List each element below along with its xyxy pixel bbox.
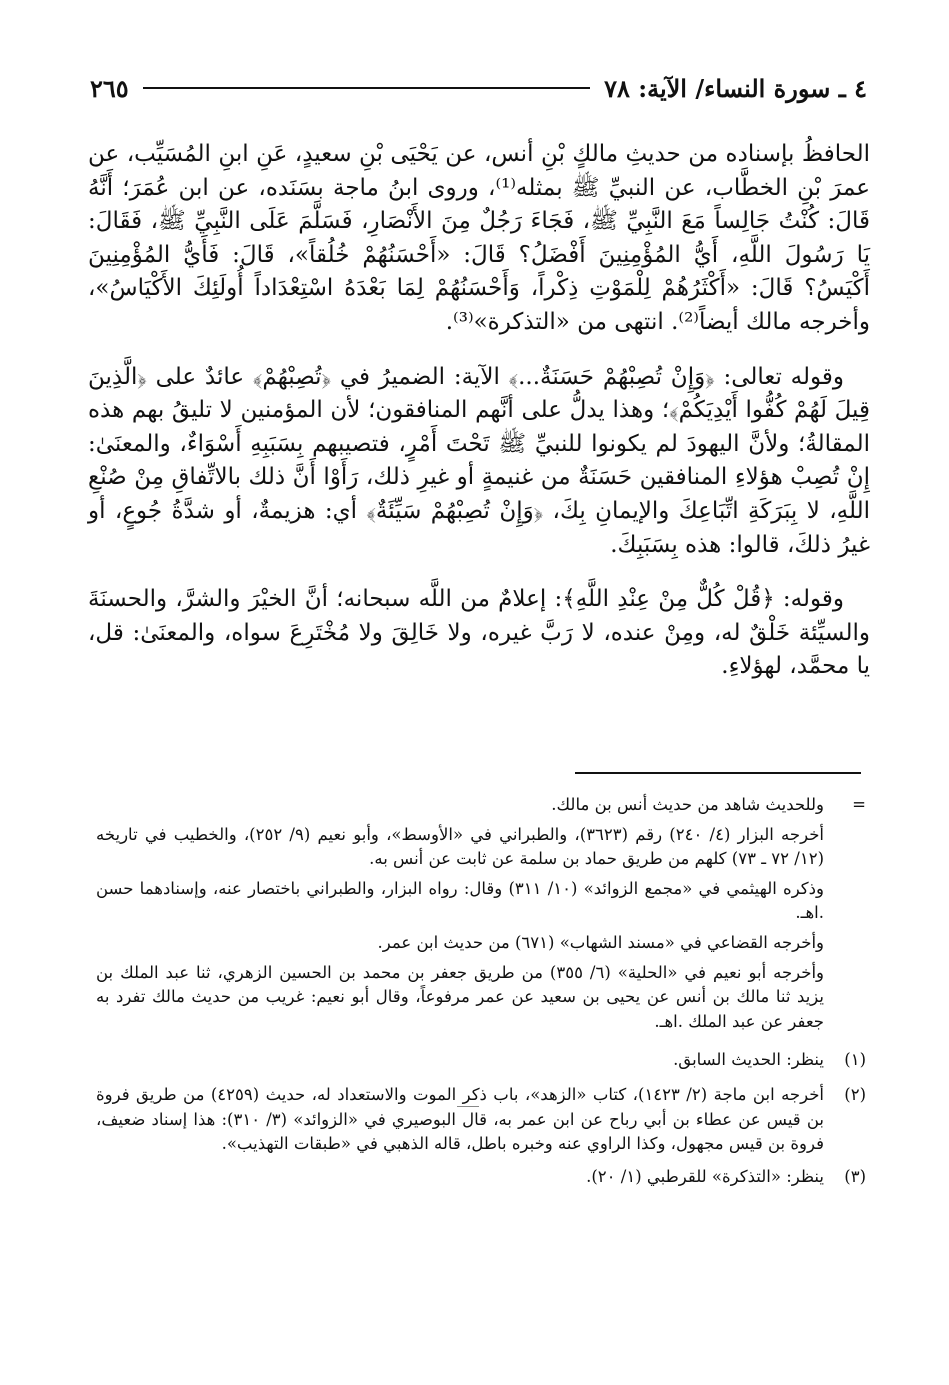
footnote-continuation-1 [96, 793, 866, 818]
footnote-line: وأخرجه القضاعي في «مسند الشهاب» (٦٧١) من حديث ابن عمر. [377, 932, 824, 952]
footnote-line: وللحديث شاهد من حديث أنس بن مالك. [551, 795, 824, 814]
paragraph-3-text: وقوله: ﴿قُلْ كُلٌّ مِنْ عِنْدِ اللَّهِ﴾: إعلامٌ من اللَّه سبحانه؛ أنَّ الخيْرَ والشرَّ، والحسنَةَ والسيِّئة خَلْقٌ له، ومِنْ عنده، لا رَبَّ غيره، ولا خَالِقَ ولا مُخْتَرِعَ سواه، والمعنَىٰ: قل، يا محمَّد، لهؤلاءِ. [88, 586, 870, 680]
main-text [88, 138, 870, 684]
short-divider [457, 1106, 479, 1107]
footnote-2-text: أخرجه ابن ماجة (٢/ ١٤٢٣)، كتاب «الزهد»، باب ذكر الموت والاستعداد له، حديث (٤٢٥٩) من طريق فروة بن قيس عن عطاء بن أبي رباح عن ابن عمر به، قال البوصيري في «الزوائد» (٣/ ٣١٠): هذا إسناد ضعيف، فروة بن قيس مجهول، وكذا الراوي عنه وخبره باطل، قاله الذهبي في «طبقات التهذيب». [96, 1084, 824, 1154]
running-header [90, 70, 867, 106]
header-rule [143, 87, 590, 89]
footnote-line: وذكره الهيثمي في «مجمع الزوائد» (١٠/ ٣١١) وقال: رواه البزار، والطبراني باختصار عنه، وإسنادهما حسن .اهـ. [96, 878, 824, 923]
footnote-line: وأخرجه أبو نعيم في «الحلية» (٦/ ٣٥٥) من طريق جعفر بن محمد بن الحسين الزهري، ثنا عبد الملك بن يزيد ثنا مالك بن أنس عن يحيى بن سعيد عن عمر مرفوعاً، وقال أبو نعيم: غريب من حديث مالك تفرد به جعفر عن عبد الملك .اهـ. [96, 962, 824, 1031]
footnote-continuation-4 [96, 931, 866, 956]
paragraph-2-text: وقوله تعالى: ﴿وَإِنْ تُصِبْهُمْ حَسَنَةٌ...﴾ الآية: الضميرُ في ﴿تُصِبْهُمْ﴾ عائدٌ على ﴿الَّذِينَ قِيلَ لَهُمْ كُفُّوا أَيْدِيَكُمْ﴾؛ وهذا يدلُّ على أنَّهم المنافقون؛ لأن المؤمنين لا تليقُ بهم هذه المقالةُ؛ ولأنَّ اليهودَ لم يكونوا للنبيِّ ﷺ تَحْتَ أَمْرٍ، فتصيبهم بِسَبَبِهِ أَسْوَاءٌ، والمعنَىٰ: إِنْ تُصِبْ هؤلاءِ المنافقين حَسَنَةٌ من غنيمةٍ أو غيرِ ذلك، رَأَوْا أَنَّ ذلك بالاتِّفاقِ مِنْ صُنْعِ اللَّهِ، لا بِبَرَكَةِ اتِّبَاعِكَ والإيمانِ بِكَ، ﴿وَإِنْ تُصِبْهُمْ سَيِّئَةٌ﴾ أي: هزيمةٌ، أو شدَّةُ جُوعٍ، أو غيرُ ذلكَ، قالوا: هذه بِسَبَبِكَ. [88, 363, 870, 558]
footnote-separator [575, 772, 861, 774]
footnote-continuation-3 [96, 877, 866, 926]
footnote-3-number: (٣) [844, 1166, 866, 1186]
footnote-line: أخرجه البزار (٤/ ٢٤٠) رقم (٣٦٢٣)، والطبراني في «الأوسط»، وأبو نعيم (٩/ ٢٥٢)، والخطيب في تاريخه (١٢/ ٧٢ ـ ٧٣) كلهم من طريق حماد بن سلمة عن ثابت عن أنس به. [96, 824, 824, 869]
continuation-mark: = [852, 795, 866, 814]
footnote-3-text: ينظر: «التذكرة» للقرطبي (١/ ٢٠). [586, 1166, 824, 1186]
footnote-1-text: ينظر: الحديث السابق. [673, 1050, 824, 1070]
footnote-2 [96, 1083, 866, 1157]
running-title: ٤ ـ سورة النساء/ الآية: ٧٨ [604, 73, 867, 103]
footnote-continuation-2 [96, 823, 866, 872]
paragraph-2 [88, 361, 870, 563]
page-number: ٢٦٥ [90, 73, 129, 103]
footnote-1 [96, 1048, 866, 1073]
footnote-1-number: (١) [844, 1050, 866, 1070]
footnote-continuation-5 [96, 961, 866, 1035]
paragraph-1: الحافظُ بإسناده من حديثِ مالكٍ بْنِ أنس، عن يَحْيَى بْنِ سعيدٍ، عَنِ ابنِ المُسَيِّب، عن عمرَ بْنِ الخطَّاب، عن النبيِّ ﷺ بمثله⁽¹⁾، وروى ابنُ ماجة بسَنَده، عن ابن عُمَرَ؛ أَنَّهُ قَالَ: كُنْتُ جَالِساً مَعَ النَّبِيِّ ﷺ، فَجَاءَ رَجُلٌ مِنَ الأَنْصَارِ، فَسَلَّمَ عَلَى النَّبِيِّ ﷺ، فَقَالَ: يَا رَسُولَ اللَّهِ، أَيُّ المُؤْمِنِينَ أَفْضَلُ؟ قَالَ: «أَحْسَنُهُمْ خُلُقاً»، قَالَ: فَأَيُّ المُؤْمِنِينَ أَكْيَسُ؟ قَالَ: «أَكْثَرُهُمْ لِلْمَوْتِ ذِكْراً، وَأَحْسَنُهُمْ لِمَا بَعْدَهُ اسْتِعْدَاداً أُولَئِكَ الأَكْيَاسُ»، وأخرجه مالك أيضاً⁽²⁾. انتهى من «التذكرة»⁽³⁾. [88, 141, 870, 335]
paragraph-3 [88, 583, 870, 684]
footnote-2-number: (٢) [844, 1084, 866, 1104]
footnotes [96, 793, 866, 1189]
footnote-3 [96, 1165, 866, 1190]
